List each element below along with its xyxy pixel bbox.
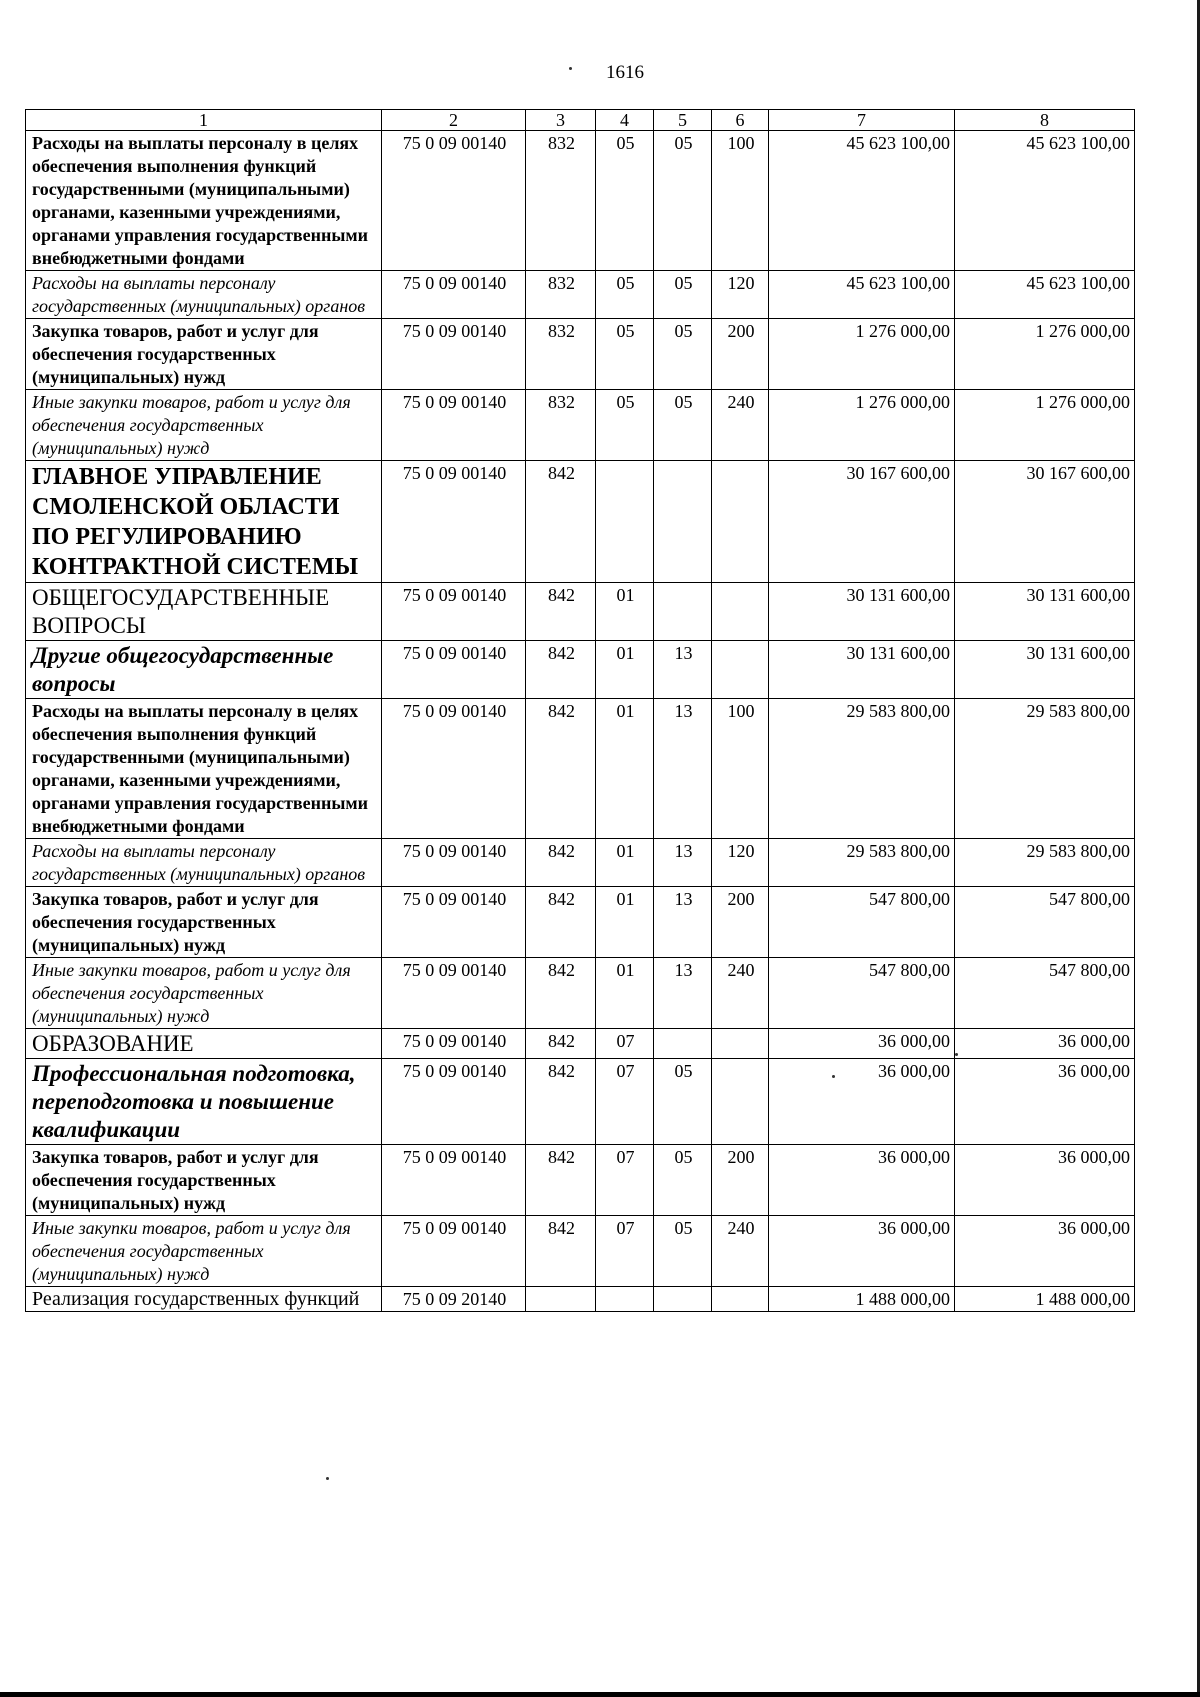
- scan-dot: [326, 1477, 329, 1480]
- amount-cell: 29 583 800,00: [955, 699, 1135, 839]
- target-article-cell: 75 0 09 00140: [382, 641, 526, 699]
- admin-code-cell: 842: [526, 583, 596, 641]
- section-code-cell: 07: [596, 1216, 654, 1287]
- amount-cell: 547 800,00: [769, 958, 955, 1029]
- section-code-cell: 05: [596, 390, 654, 461]
- amount-cell: 45 623 100,00: [769, 131, 955, 271]
- target-article-cell: 75 0 09 00140: [382, 839, 526, 887]
- subsection-code-cell: [654, 1029, 712, 1059]
- subsection-code-cell: 05: [654, 1145, 712, 1216]
- admin-code-cell: 842: [526, 958, 596, 1029]
- admin-code-cell: 832: [526, 271, 596, 319]
- section-code-cell: 05: [596, 131, 654, 271]
- amount-cell: 30 167 600,00: [769, 461, 955, 583]
- expense-type-cell: [712, 641, 769, 699]
- column-header: 7: [769, 110, 955, 131]
- row-name-cell: Закупка товаров, работ и услуг для обеспечения государственных (муниципальных) нужд: [26, 1145, 382, 1216]
- subsection-code-cell: 05: [654, 1216, 712, 1287]
- expense-type-cell: 120: [712, 271, 769, 319]
- table-row: [26, 1029, 1135, 1059]
- expense-type-cell: 240: [712, 958, 769, 1029]
- row-name-cell: Расходы на выплаты персоналу в целях обеспечения выполнения функций государственными (муниципальными) органами, казенными учреждениями, органами управления государственными внебюджетными фондами: [26, 131, 382, 271]
- table-row: [26, 461, 1135, 583]
- amount-cell: 36 000,00: [769, 1145, 955, 1216]
- admin-code-cell: 842: [526, 1145, 596, 1216]
- amount-cell: 547 800,00: [769, 887, 955, 958]
- admin-code-cell: [526, 1287, 596, 1312]
- amount-cell: 547 800,00: [955, 958, 1135, 1029]
- table-row: [26, 131, 1135, 271]
- table-row: [26, 271, 1135, 319]
- target-article-cell: 75 0 09 00140: [382, 271, 526, 319]
- column-header: 8: [955, 110, 1135, 131]
- amount-cell: 36 000,00: [955, 1216, 1135, 1287]
- amount-cell: 36 000,00: [955, 1145, 1135, 1216]
- target-article-cell: 75 0 09 00140: [382, 583, 526, 641]
- scan-dot: [955, 1053, 958, 1056]
- row-name-cell: Профессиональная подготовка, переподготовка и повышение квалификации: [26, 1059, 382, 1145]
- column-header: 5: [654, 110, 712, 131]
- subsection-code-cell: [654, 1287, 712, 1312]
- table-row: [26, 1287, 1135, 1312]
- section-code-cell: 07: [596, 1145, 654, 1216]
- amount-cell: 30 167 600,00: [955, 461, 1135, 583]
- amount-cell: 547 800,00: [955, 887, 1135, 958]
- section-code-cell: 01: [596, 958, 654, 1029]
- table-row: [26, 1145, 1135, 1216]
- scan-edge: [0, 1692, 1200, 1697]
- subsection-code-cell: 05: [654, 1059, 712, 1145]
- column-header: 6: [712, 110, 769, 131]
- target-article-cell: 75 0 09 00140: [382, 1059, 526, 1145]
- section-code-cell: 07: [596, 1029, 654, 1059]
- section-code-cell: 07: [596, 1059, 654, 1145]
- subsection-code-cell: 13: [654, 958, 712, 1029]
- section-code-cell: 01: [596, 839, 654, 887]
- section-code-cell: [596, 1287, 654, 1312]
- table-row: [26, 958, 1135, 1029]
- column-header: 2: [382, 110, 526, 131]
- expense-type-cell: 100: [712, 131, 769, 271]
- target-article-cell: 75 0 09 00140: [382, 319, 526, 390]
- column-number-row: [26, 110, 1135, 131]
- subsection-code-cell: [654, 583, 712, 641]
- column-header: 3: [526, 110, 596, 131]
- amount-cell: 36 000,00: [955, 1059, 1135, 1145]
- target-article-cell: 75 0 09 00140: [382, 887, 526, 958]
- target-article-cell: 75 0 09 00140: [382, 699, 526, 839]
- expense-type-cell: 100: [712, 699, 769, 839]
- admin-code-cell: 842: [526, 887, 596, 958]
- amount-cell: 30 131 600,00: [769, 641, 955, 699]
- expense-type-cell: [712, 583, 769, 641]
- scan-dot: [569, 67, 572, 70]
- section-code-cell: [596, 461, 654, 583]
- amount-cell: 30 131 600,00: [955, 583, 1135, 641]
- target-article-cell: 75 0 09 00140: [382, 1216, 526, 1287]
- table-row: [26, 887, 1135, 958]
- target-article-cell: 75 0 09 00140: [382, 131, 526, 271]
- row-name-cell: Расходы на выплаты персоналу государственных (муниципальных) органов: [26, 271, 382, 319]
- admin-code-cell: 842: [526, 839, 596, 887]
- amount-cell: 1 276 000,00: [955, 390, 1135, 461]
- section-code-cell: 05: [596, 271, 654, 319]
- column-header: 1: [26, 110, 382, 131]
- target-article-cell: 75 0 09 20140: [382, 1287, 526, 1312]
- row-name-cell: ОБРАЗОВАНИЕ: [26, 1029, 382, 1059]
- subsection-code-cell: [654, 461, 712, 583]
- expense-type-cell: 200: [712, 319, 769, 390]
- row-name-cell: ГЛАВНОЕ УПРАВЛЕНИЕ СМОЛЕНСКОЙ ОБЛАСТИ ПО РЕГУЛИРОВАНИЮ КОНТРАКТНОЙ СИСТЕМЫ: [26, 461, 382, 583]
- expense-type-cell: 200: [712, 887, 769, 958]
- admin-code-cell: 842: [526, 699, 596, 839]
- amount-cell: 1 276 000,00: [769, 390, 955, 461]
- page-number: 1616: [606, 62, 644, 83]
- expense-type-cell: [712, 461, 769, 583]
- amount-cell: 29 583 800,00: [955, 839, 1135, 887]
- admin-code-cell: 832: [526, 390, 596, 461]
- subsection-code-cell: 05: [654, 271, 712, 319]
- table-row: [26, 1059, 1135, 1145]
- subsection-code-cell: 13: [654, 641, 712, 699]
- subsection-code-cell: 13: [654, 839, 712, 887]
- amount-cell: 45 623 100,00: [955, 131, 1135, 271]
- expense-type-cell: 120: [712, 839, 769, 887]
- section-code-cell: 01: [596, 583, 654, 641]
- row-name-cell: Расходы на выплаты персоналу государственных (муниципальных) органов: [26, 839, 382, 887]
- expense-type-cell: [712, 1287, 769, 1312]
- row-name-cell: Иные закупки товаров, работ и услуг для обеспечения государственных (муниципальных) нужд: [26, 1216, 382, 1287]
- budget-table: [25, 109, 1135, 1312]
- amount-cell: 30 131 600,00: [769, 583, 955, 641]
- amount-cell: 1 276 000,00: [955, 319, 1135, 390]
- scan-dot: [832, 1075, 835, 1078]
- expense-type-cell: 200: [712, 1145, 769, 1216]
- expense-type-cell: 240: [712, 1216, 769, 1287]
- amount-cell: 36 000,00: [769, 1029, 955, 1059]
- admin-code-cell: 832: [526, 131, 596, 271]
- subsection-code-cell: 13: [654, 887, 712, 958]
- target-article-cell: 75 0 09 00140: [382, 958, 526, 1029]
- row-name-cell: Иные закупки товаров, работ и услуг для обеспечения государственных (муниципальных) нужд: [26, 958, 382, 1029]
- target-article-cell: 75 0 09 00140: [382, 1145, 526, 1216]
- row-name-cell: Закупка товаров, работ и услуг для обеспечения государственных (муниципальных) нужд: [26, 887, 382, 958]
- subsection-code-cell: 13: [654, 699, 712, 839]
- amount-cell: 30 131 600,00: [955, 641, 1135, 699]
- row-name-cell: ОБЩЕГОСУДАРСТВЕННЫЕ ВОПРОСЫ: [26, 583, 382, 641]
- subsection-code-cell: 05: [654, 390, 712, 461]
- budget-table-body: [26, 131, 1135, 1312]
- expense-type-cell: [712, 1029, 769, 1059]
- amount-cell: 29 583 800,00: [769, 699, 955, 839]
- target-article-cell: 75 0 09 00140: [382, 390, 526, 461]
- row-name-cell: Расходы на выплаты персоналу в целях обеспечения выполнения функций государственными (муниципальными) органами, казенными учреждениями, органами управления государственными внебюджетными фондами: [26, 699, 382, 839]
- row-name-cell: Реализация государственных функций: [26, 1287, 382, 1312]
- target-article-cell: 75 0 09 00140: [382, 1029, 526, 1059]
- admin-code-cell: 842: [526, 1059, 596, 1145]
- table-row: [26, 1216, 1135, 1287]
- table-row: [26, 319, 1135, 390]
- row-name-cell: Закупка товаров, работ и услуг для обеспечения государственных (муниципальных) нужд: [26, 319, 382, 390]
- admin-code-cell: 842: [526, 1029, 596, 1059]
- amount-cell: 36 000,00: [769, 1216, 955, 1287]
- table-row: [26, 583, 1135, 641]
- column-header: 4: [596, 110, 654, 131]
- table-row: [26, 699, 1135, 839]
- target-article-cell: 75 0 09 00140: [382, 461, 526, 583]
- subsection-code-cell: 05: [654, 131, 712, 271]
- table-row: [26, 641, 1135, 699]
- amount-cell: 1 488 000,00: [769, 1287, 955, 1312]
- row-name-cell: Иные закупки товаров, работ и услуг для обеспечения государственных (муниципальных) нужд: [26, 390, 382, 461]
- expense-type-cell: 240: [712, 390, 769, 461]
- row-name-cell: Другие общегосударственные вопросы: [26, 641, 382, 699]
- admin-code-cell: 842: [526, 641, 596, 699]
- amount-cell: 36 000,00: [769, 1059, 955, 1145]
- section-code-cell: 01: [596, 641, 654, 699]
- amount-cell: 1 276 000,00: [769, 319, 955, 390]
- section-code-cell: 01: [596, 699, 654, 839]
- amount-cell: 36 000,00: [955, 1029, 1135, 1059]
- amount-cell: 45 623 100,00: [955, 271, 1135, 319]
- section-code-cell: 01: [596, 887, 654, 958]
- amount-cell: 29 583 800,00: [769, 839, 955, 887]
- section-code-cell: 05: [596, 319, 654, 390]
- table-row: [26, 390, 1135, 461]
- expense-type-cell: [712, 1059, 769, 1145]
- subsection-code-cell: 05: [654, 319, 712, 390]
- admin-code-cell: 842: [526, 1216, 596, 1287]
- admin-code-cell: 842: [526, 461, 596, 583]
- amount-cell: 1 488 000,00: [955, 1287, 1135, 1312]
- admin-code-cell: 832: [526, 319, 596, 390]
- amount-cell: 45 623 100,00: [769, 271, 955, 319]
- table-row: [26, 839, 1135, 887]
